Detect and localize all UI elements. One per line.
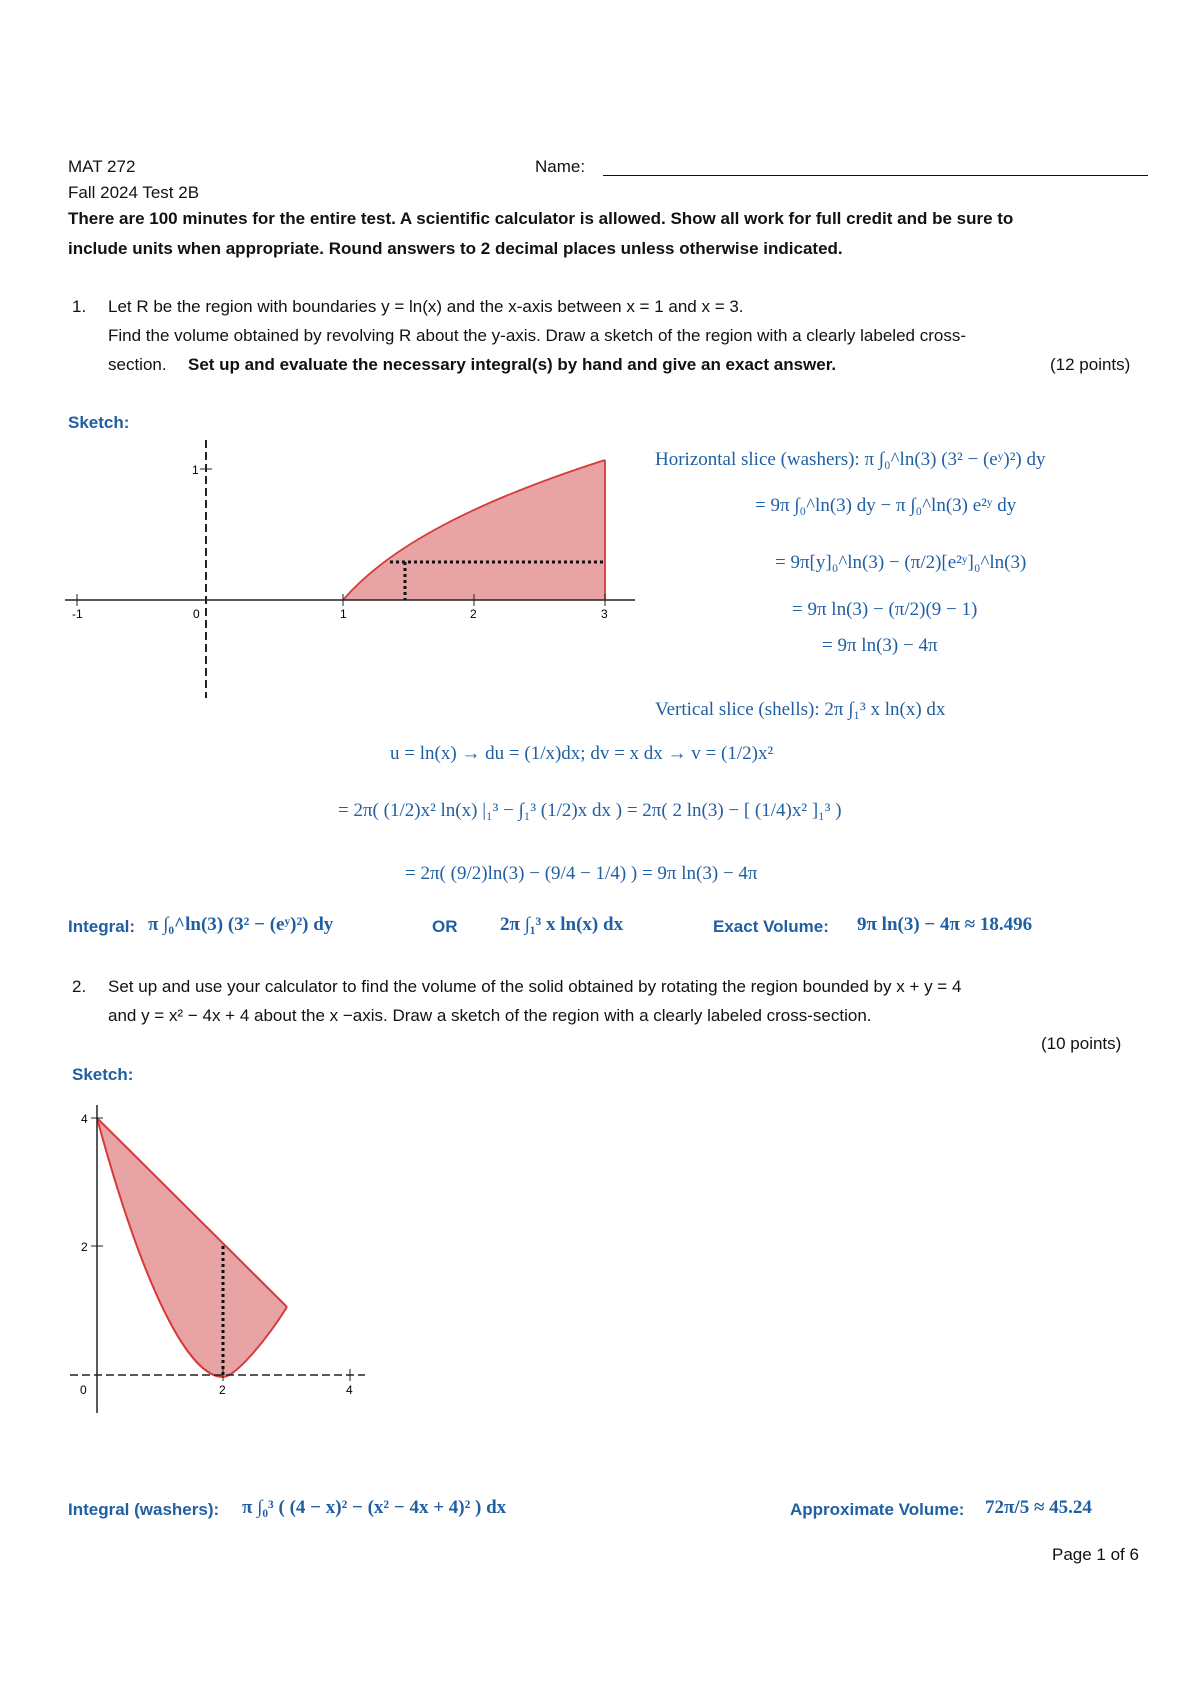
q1-region [343, 460, 605, 600]
q1-washers-step-2: = 9π[y]₀^ln(3) − (π/2)[e²ʸ]₀^ln(3) [775, 552, 1027, 573]
q2-number: 2. [72, 977, 87, 996]
q2-line-2: and y = x² − 4x + 4 about the x −axis. Draw a sketch of the region with a clearly labeled cross-section. [108, 1006, 872, 1025]
q2-tick-label-x-2: 2 [219, 1383, 226, 1397]
q1-sketch-label: Sketch: [68, 413, 130, 432]
q1-tick-label-x-0: 0 [193, 607, 200, 621]
q2-tick-label-y-4: 4 [81, 1112, 88, 1126]
q1-graph [60, 430, 650, 705]
test-title: Fall 2024 Test 2B [68, 183, 200, 202]
q1-integral-2: 2π ∫₁³ x ln(x) dx [500, 914, 624, 935]
instructions-line-1: There are 100 minutes for the entire test. A scientific calculator is allowed. Show all work for full credit and be sure to [68, 209, 1014, 228]
q2-tick-label-y-2: 2 [81, 1240, 88, 1254]
q2-sketch-label: Sketch: [72, 1065, 134, 1084]
q1-shells-step-2: = 2π( (9/2)ln(3) − (9/4 − 1/4) ) = 9π ln(3) − 4π [405, 863, 758, 884]
name-field[interactable] [603, 175, 1148, 176]
q2-region [97, 1118, 287, 1377]
q2-approx-value: 72π/5 ≈ 45.24 [985, 1497, 1092, 1518]
name-label: Name: [535, 157, 586, 176]
q1-shells-substitution: u = ln(x) → du = (1/x)dx; dv = x dx → v = (1/2)x² [390, 743, 774, 764]
q1-exact-label: Exact Volume: [713, 917, 829, 936]
q1-tick-label-x-3: 3 [601, 607, 608, 621]
q1-integral-1: π ∫₀^ln(3) (3² − (eʸ)²) dy [148, 914, 334, 935]
q1-line-3-bold: Set up and evaluate the necessary integral(s) by hand and give an exact answer. [188, 355, 837, 374]
q1-washers-step-3: = 9π ln(3) − (π/2)(9 − 1) [792, 599, 978, 620]
q2-points: (10 points) [1041, 1034, 1122, 1053]
q2-line-1: Set up and use your calculator to find the volume of the solid obtained by rotating the region bounded by x + y = 4 [108, 977, 962, 996]
q1-tick-label-x-1: 1 [340, 607, 347, 621]
q1-line-3-plain: section. [108, 355, 167, 374]
q2-integral: π ∫₀³ ( (4 − x)² − (x² − 4x + 4)² ) dx [242, 1497, 507, 1518]
q1-washers-title: Horizontal slice (washers): π ∫₀^ln(3) (3² − (eʸ)²) dy [655, 449, 1046, 470]
q2-graph [60, 1095, 380, 1425]
q1-number: 1. [72, 297, 87, 316]
q1-line-1: Let R be the region with boundaries y = ln(x) and the x-axis between x = 1 and x = 3. [108, 297, 744, 316]
q1-washers-step-4: = 9π ln(3) − 4π [822, 635, 938, 656]
q1-or: OR [432, 917, 458, 936]
q1-tick-label-x-2: 2 [470, 607, 477, 621]
q1-exact-value: 9π ln(3) − 4π ≈ 18.496 [857, 914, 1033, 935]
q2-tick-label-x-4: 4 [346, 1383, 353, 1397]
q1-washers-step-1: = 9π ∫₀^ln(3) dy − π ∫₀^ln(3) e²ʸ dy [755, 495, 1017, 516]
instructions-line-2: include units when appropriate. Round answers to 2 decimal places unless otherwise indicated. [68, 239, 843, 258]
q1-shells-step-1: = 2π( (1/2)x² ln(x) |₁³ − ∫₁³ (1/2)x dx ) = 2π( 2 ln(3) − [ (1/4)x² ]₁³ ) [338, 800, 842, 821]
q1-tick-label-x-minus1: -1 [72, 607, 83, 621]
q1-tick-label-y-1: 1 [192, 463, 199, 477]
q2-integral-label: Integral (washers): [68, 1500, 220, 1519]
q1-line-2: Find the volume obtained by revolving R about the y-axis. Draw a sketch of the region with a clearly labeled cross- [108, 326, 966, 345]
q2-tick-label-x-0: 0 [80, 1383, 87, 1397]
q1-shells-title: Vertical slice (shells): 2π ∫₁³ x ln(x) dx [655, 699, 946, 720]
page-number: Page 1 of 6 [1052, 1545, 1139, 1564]
course-code: MAT 272 [68, 157, 136, 176]
q1-points: (12 points) [1050, 355, 1131, 374]
q2-approx-label: Approximate Volume: [790, 1500, 965, 1519]
q1-integral-label: Integral: [68, 917, 136, 936]
